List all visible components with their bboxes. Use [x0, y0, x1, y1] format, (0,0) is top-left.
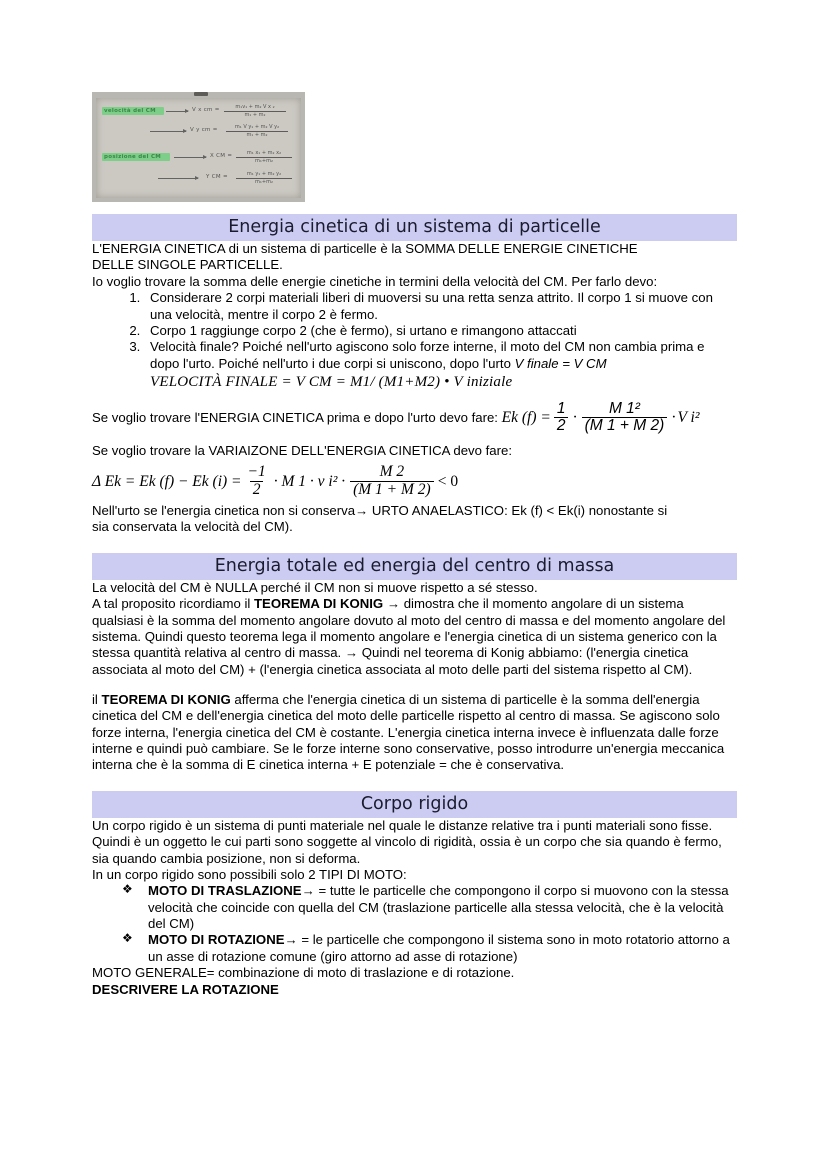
para-intro-line1: L'ENERGIA CINETICA di un sistema di particelle è la SOMMA DELLE ENERGIE CINETICHE — [92, 241, 638, 257]
hw-arrow-4 — [158, 178, 198, 179]
var-formula-lhs: Δ Ek = Ek (f) − Ek (i) = — [92, 472, 242, 490]
ek-formula-tail: V i² — [677, 408, 700, 426]
variazione-formula — [92, 464, 737, 498]
photo-paper-sheet — [96, 98, 301, 198]
numbered-item-1-text: Considerare 2 corpi materiali liberi di muoversi su una retta senza attrito. Il corpo 1 si muove con una velocità, mentre il corpo 2 è fermo. — [150, 290, 713, 322]
ek-formula-row — [92, 401, 737, 435]
hw-frac-4-den: m₁+m₂ — [255, 179, 273, 185]
moto-traslazione-label: MOTO DI TRASLAZIONE→ — [148, 883, 315, 899]
var-formula-mid: · M 1 · v i² · — [273, 472, 346, 490]
ek-half-den: 2 — [554, 417, 569, 434]
para-energia-totale-3 — [92, 692, 737, 774]
list-item — [144, 323, 737, 339]
var-formula-half — [245, 464, 269, 498]
hw-frac-2-den: m₁ + m₂ — [246, 132, 268, 138]
ek-frac-num: M 1² — [608, 399, 640, 417]
konig-afferma-post: afferma che l'energia cinetica di un sistema di particelle è la somma dell'energia cinetica del CM e dell'energia cinetica del moto delle particelle rispetto al centro di massa. Se agiscono solo forze interna, l'energia cinetica del CM è costante. L'energia cinetica interna invece è influenzata dalle forze interne e quindi può cambiare. Se le forze interne sono conservative, posso introdurre un'energia meccanica interna che è la somma di E cinetica interna + E potenziale = che è conservativa. — [92, 692, 725, 773]
document-content — [92, 92, 737, 998]
spacer-before-section-2 — [92, 536, 737, 553]
para-corpo-rigido-2: In un corpo rigido sono possibili solo 2 TIPI DI MOTO: — [92, 867, 407, 883]
velocita-finale-formula: VELOCITÀ FINALE = V CM = M1/ (M1+M2) • V iniziale — [150, 374, 513, 390]
hw-lhs-2: V y cm = — [190, 127, 218, 133]
moto-types-list — [92, 883, 737, 965]
moto-traslazione-text: = tutte le particelle che compongono il corpo si muovono con la stessa velocità che coincide con quella del CM (traslazione particelle alla stessa velocità, che è la velocità del CM) — [148, 883, 729, 932]
var-frac-num: M 2 — [379, 463, 405, 481]
konig-bold-2: TEOREMA DI KONIG — [101, 692, 231, 708]
ek-formula-half — [554, 401, 569, 435]
moto-rotazione-text: = le particelle che compongono il sistema sono in moto rotatorio attorno a un asse di rotazione comune (giro attorno ad asse di rotazione) — [148, 932, 730, 964]
list-item — [122, 932, 737, 965]
moto-generale-line: MOTO GENERALE= combinazione di moto di traslazione e di rotazione. — [92, 965, 515, 981]
ek-formula — [502, 401, 700, 435]
list-item — [144, 290, 737, 323]
hw-arrow-2 — [150, 131, 186, 132]
hw-label-posizione: posizione del CM — [104, 153, 162, 160]
list-item — [122, 883, 737, 932]
handwritten-notes-photo — [92, 92, 305, 202]
hw-frac-3-num: m₁ x₁ + m₂ x₂ — [246, 150, 282, 156]
variazione-lead: Se voglio trovare la VARIAIZONE DELL'ENERGIA CINETICA devo fare: — [92, 443, 513, 459]
var-half-den: 2 — [250, 481, 264, 498]
konig-afferma-pre: il — [92, 692, 102, 708]
hw-arrow-3 — [174, 157, 206, 158]
section-heading-energia-totale: Energia totale ed energia del centro di massa — [92, 553, 737, 580]
hw-frac-1 — [224, 104, 286, 118]
list-item — [144, 339, 737, 391]
hw-frac-1-den: m₁ + m₂ — [244, 112, 266, 118]
section-heading-corpo-rigido: Corpo rigido — [92, 791, 737, 818]
hw-lhs-1: V x cm = — [192, 107, 220, 113]
para-energia-totale-2 — [92, 596, 737, 678]
para-intro-line2: DELLE SINGOLE PARTICELLE. — [92, 257, 283, 273]
konig-bold-1: TEOREMA DI KONIG — [253, 596, 384, 612]
hw-frac-2-num: m₁ V y₁ + m₂ V y₂ — [234, 124, 280, 130]
numbered-item-2-text: Corpo 1 raggiunge corpo 2 (che è fermo), si urtano e rimangono attaccati — [150, 322, 577, 338]
var-formula-mass-fraction — [350, 464, 434, 498]
para-intro-line3: Io voglio trovare la somma delle energie cinetiche in termini della velocità del CM. Per farlo devo: — [92, 273, 658, 289]
konig-intro-post: → dimostra che il momento angolare di un sistema qualsiasi è la somma del momento angolare dovuto al moto del centro di massa e del momento angolare del sistema. Quindi questo teorema lega il momento angolare e l'energia cinetica di un sistema generico con la stessa quantità relativa al centro di massa. → Quindi nel teorema di Konig abbiamo: (l'energia cinetica associata al moto del CM) + (l'energia cinetica associata al moto delle parti del sistema rispetto al CM). — [92, 596, 726, 677]
ek-formula-mass-fraction — [582, 401, 668, 435]
numbered-item-3-italic-tail: V finale = V CM — [514, 355, 607, 371]
closing-line1: Nell'urto se l'energia cinetica non si conserva→ URTO ANAELASTICO: Ek (f) < Ek(i) nonostante si — [92, 503, 668, 519]
var-half-num: −1 — [247, 463, 266, 481]
diamond-bullet-icon: ❖ — [122, 931, 133, 946]
hw-frac-3 — [236, 150, 292, 164]
spacer-before-section-3 — [92, 774, 737, 791]
closing-line2: sia conservata la velocità del CM). — [92, 519, 293, 535]
numbered-item-3-text: Velocità finale? Poiché nell'urto agiscono solo forze interne, il moto del CM non cambia prima e dopo l'urto. Poiché nell'urto i due corpi si uniscono, dopo l'urto — [150, 339, 705, 371]
hw-frac-4-num: m₁ y₁ + m₂ y₂ — [246, 171, 282, 177]
ek-formula-lead: Se voglio trovare l'ENERGIA CINETICA prima e dopo l'urto devo fare: — [92, 409, 498, 425]
hw-lhs-4: Y CM = — [206, 174, 228, 180]
hw-frac-3-den: m₁+m₂ — [255, 158, 273, 164]
var-formula-tail: < 0 — [437, 472, 459, 490]
ek-dot-1: · — [572, 408, 578, 426]
hw-frac-1-num: m₁v₁ + m₂ V x ₂ — [235, 104, 275, 110]
descrivere-rotazione-line: DESCRIVERE LA ROTAZIONE — [92, 981, 279, 997]
hw-arrow-1 — [166, 111, 188, 112]
para-corpo-rigido-1: Un corpo rigido è un sistema di punti materiale nel quale le distanze relative tra i punti materiali sono fisse. Quindi è un oggetto le cui parti sono soggette al vincolo di rigidità, ossia è un corpo che sia quando è fermo, sia quando cambia posizione, non si deforma. — [92, 817, 722, 866]
numbered-steps-list — [92, 290, 737, 391]
para-energia-totale-1: La velocità del CM è NULLA perché il CM non si muove rispetto a sé stesso. — [92, 579, 538, 595]
ek-dot-2: · — [671, 408, 677, 426]
hw-frac-4 — [236, 171, 292, 185]
ek-frac-den: (M 1 + M 2) — [582, 417, 668, 434]
var-frac-den: (M 1 + M 2) — [350, 481, 434, 498]
ek-half-num: 1 — [556, 399, 566, 417]
konig-intro-pre: A tal proposito ricordiamo il — [92, 596, 254, 612]
section-heading-energia-cinetica: Energia cinetica di un sistema di particelle — [92, 214, 737, 241]
moto-rotazione-label: MOTO DI ROTAZIONE→ — [148, 932, 298, 948]
hw-frac-2 — [226, 124, 288, 138]
photo-tape-mark — [194, 92, 208, 96]
ek-formula-lhs: Ek (f) = — [501, 408, 551, 426]
hw-label-velocita: velocità del CM — [104, 107, 156, 114]
diamond-bullet-icon: ❖ — [122, 882, 133, 897]
hw-lhs-3: X CM = — [210, 153, 233, 159]
